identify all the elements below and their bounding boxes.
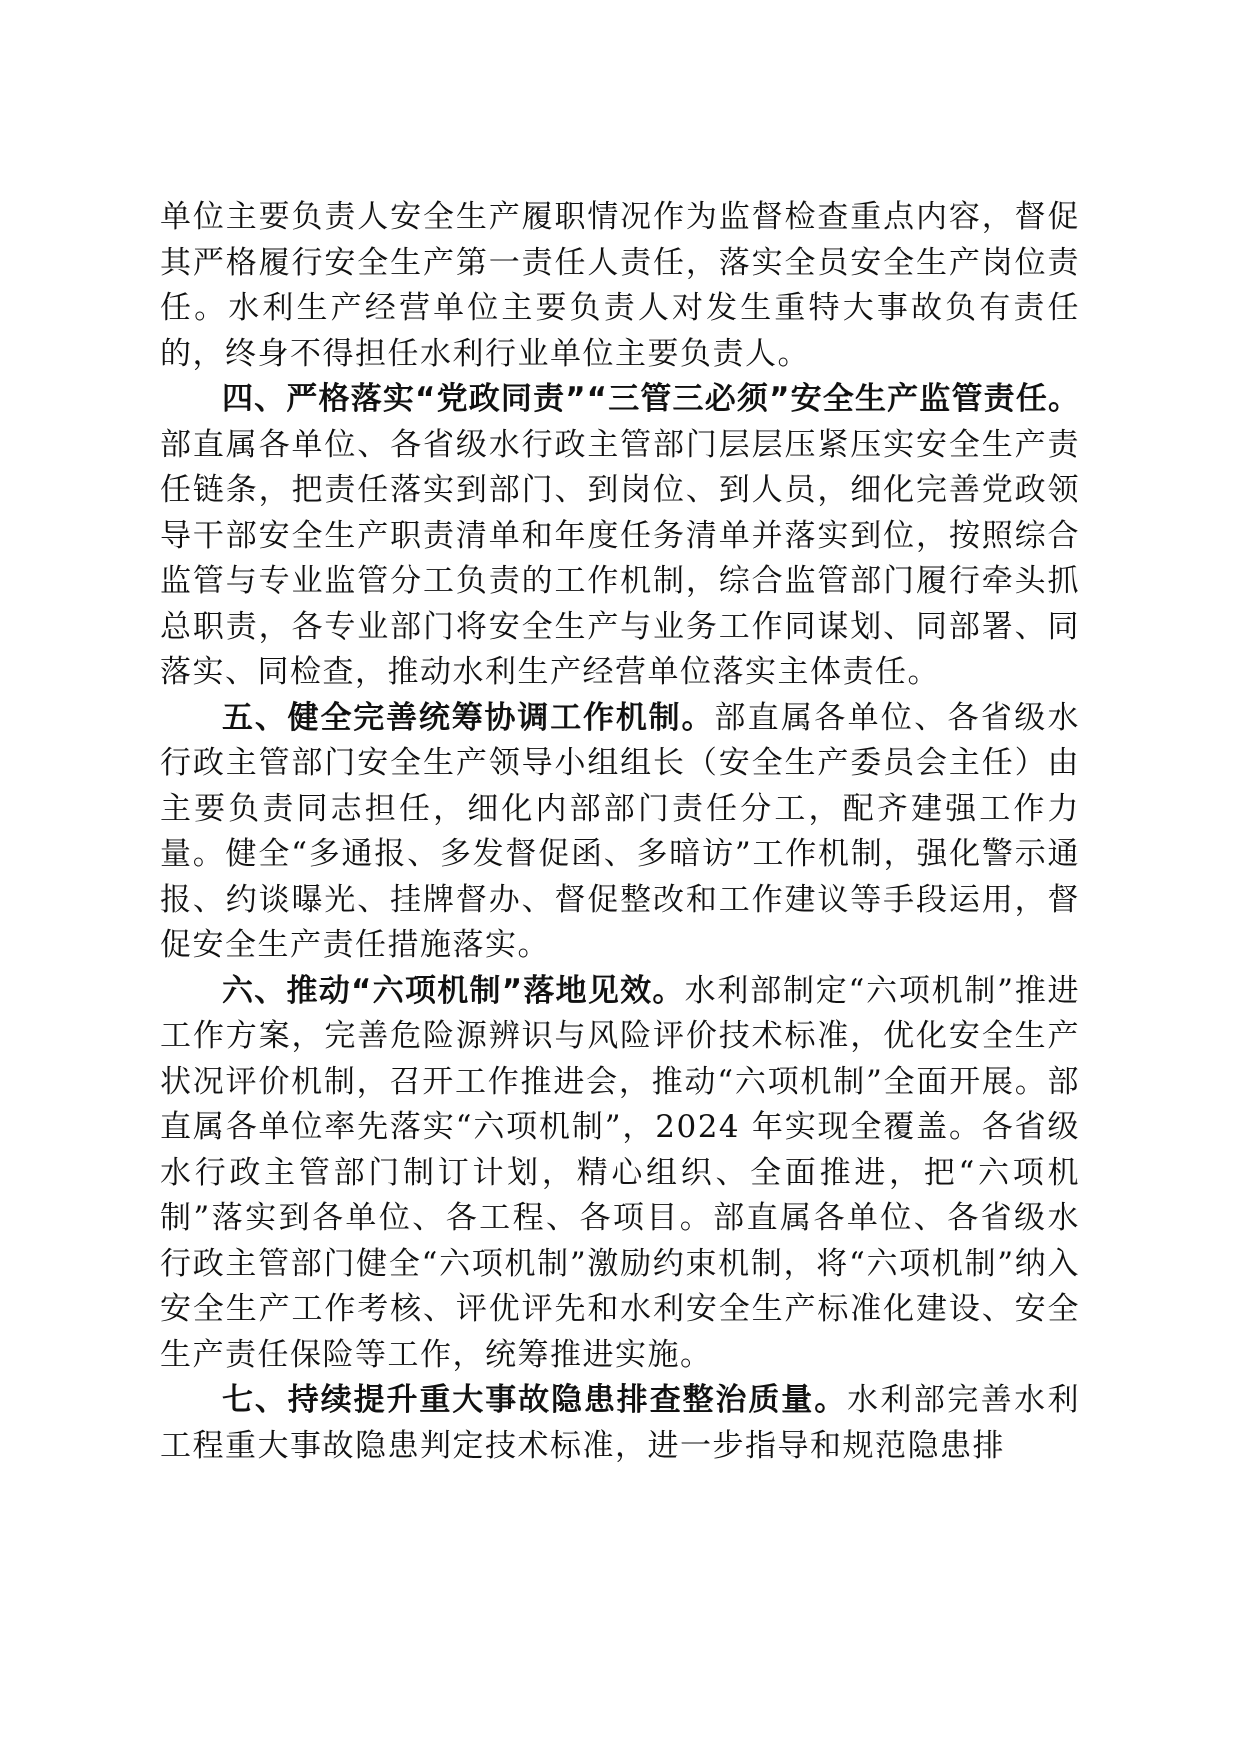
paragraph-section-5 xyxy=(160,696,1080,969)
section-heading: 六、推动“六项机制”落地见效。 xyxy=(222,972,685,1009)
section-heading: 七、持续提升重大事故隐患排查整治质量。 xyxy=(222,1382,848,1418)
paragraph-section-7 xyxy=(160,1378,1080,1469)
paragraph-body: 部直属各单位、各省级水行政主管部门安全生产领导小组组长（安全生产委员会主任）由主要负责同志担任，细化内部部门责任分工，配齐建强工作力量。健全“多通报、多发督促函、多暗访”工作机制，强化警示通报、约谈曝光、挂牌督办、督促整改和工作建议等手段运用，督促安全生产责任措施落实。 xyxy=(160,699,1081,963)
document-page xyxy=(160,195,1080,1469)
section-heading: 五、健全完善统筹协调工作机制。 xyxy=(222,699,715,736)
paragraph-body: 水利部制定“六项机制”推进工作方案，完善危险源辨识与风险评价技术标准，优化安全生产状况评价机制，召开工作推进会，推动“六项机制”全面开展。部直属各单位率先落实“六项机制”，2024 年实现全覆盖。各省级水行政主管部门制订计划，精心组织、全面推进，把“六项机制”落实到各单位、各工程、各项目。部直属各单位、各省级水行政主管部门健全“六项机制”激励约束机制，将“六项机制”纳入安全生产工作考核、评优评先和水利安全生产标准化建设、安全生产责任保险等工作，统筹推进实施。 xyxy=(160,972,1080,1373)
paragraph-body: 水利部完善水利工程重大事故隐患判定技术标准，进一步指导和规范隐患排 xyxy=(160,1382,1081,1464)
paragraph-section-4 xyxy=(160,377,1080,696)
paragraph-continuation xyxy=(160,195,1080,377)
section-heading: 四、严格落实“党政同责”“三管三必须”安全生产监管责任。 xyxy=(222,381,1080,417)
paragraph-body: 单位主要负责人安全生产履职情况作为监督检查重点内容，督促其严格履行安全生产第一责任人责任，落实全员安全生产岗位责任。水利生产经营单位主要负责人对发生重特大事故负有责任的，终身不得担任水利行业单位主要负责人。 xyxy=(160,199,1080,372)
paragraph-body: 部直属各单位、各省级水行政主管部门层层压紧压实安全生产责任链条，把责任落实到部门、到岗位、到人员，细化完善党政领导干部安全生产职责清单和年度任务清单并落实到位，按照综合监管与专业监管分工负责的工作机制，综合监管部门履行牵头抓总职责，各专业部门将安全生产与业务工作同谋划、同部署、同落实、同检查，推动水利生产经营单位落实主体责任。 xyxy=(160,426,1080,690)
paragraph-section-6 xyxy=(160,969,1080,1379)
